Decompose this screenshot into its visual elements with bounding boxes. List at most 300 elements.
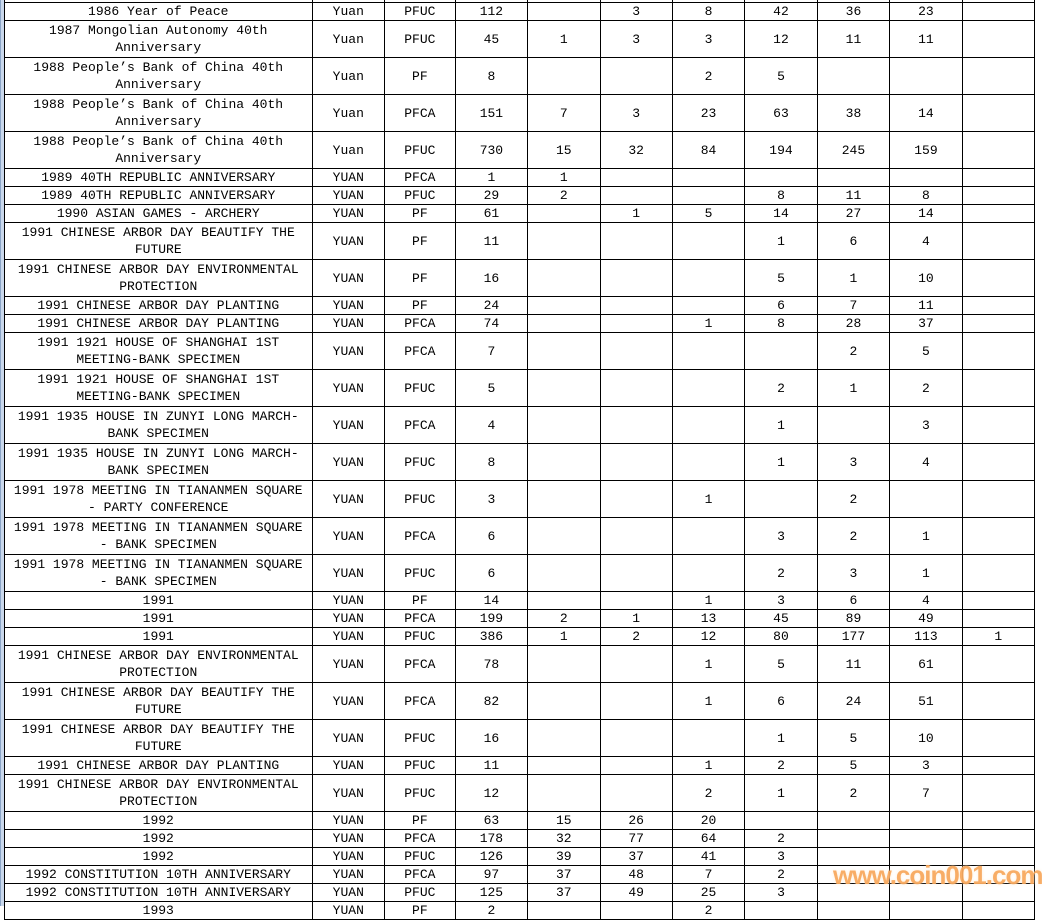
count-cell[interactable]: 194 [745,132,817,169]
count-cell[interactable]: 64 [672,830,744,848]
grade-cell[interactable]: PFUC [385,481,456,518]
count-cell[interactable] [962,3,1034,21]
count-cell[interactable] [890,58,962,95]
count-cell[interactable]: 1 [672,481,744,518]
count-cell[interactable] [528,555,600,592]
row-description-cell[interactable]: 1991 CHINESE ARBOR DAY PLANTING [5,297,313,315]
count-cell[interactable] [962,444,1034,481]
count-cell[interactable] [672,333,744,370]
count-cell[interactable]: 37 [600,848,672,866]
total-count-cell[interactable]: 2 [455,902,527,920]
currency-cell[interactable]: YUAN [312,646,385,683]
count-cell[interactable]: 1 [600,610,672,628]
total-count-cell[interactable]: 3 [455,481,527,518]
grade-cell[interactable]: PFUC [385,132,456,169]
grade-cell[interactable]: PF [385,260,456,297]
row-description-cell[interactable]: 1991 CHINESE ARBOR DAY PLANTING [5,757,313,775]
currency-cell[interactable]: YUAN [312,610,385,628]
grade-cell[interactable]: PFCA [385,866,456,884]
currency-cell[interactable]: YUAN [312,628,385,646]
count-cell[interactable]: 63 [745,95,817,132]
count-cell[interactable] [890,830,962,848]
count-cell[interactable]: 26 [600,812,672,830]
count-cell[interactable] [745,333,817,370]
count-cell[interactable]: 42 [745,3,817,21]
grade-cell[interactable]: PFCA [385,518,456,555]
count-cell[interactable]: 113 [890,628,962,646]
currency-cell[interactable]: YUAN [312,260,385,297]
count-cell[interactable]: 84 [672,132,744,169]
grade-cell[interactable]: PF [385,902,456,920]
count-cell[interactable] [672,223,744,260]
count-cell[interactable] [962,297,1034,315]
total-count-cell[interactable]: 45 [455,21,527,58]
grade-cell[interactable]: PFCA [385,683,456,720]
count-cell[interactable] [600,169,672,187]
currency-cell[interactable]: YUAN [312,812,385,830]
currency-cell[interactable]: YUAN [312,205,385,223]
count-cell[interactable] [962,95,1034,132]
count-cell[interactable]: 3 [817,444,889,481]
count-cell[interactable]: 5 [817,720,889,757]
count-cell[interactable] [600,757,672,775]
count-cell[interactable] [962,21,1034,58]
count-cell[interactable]: 1 [528,169,600,187]
count-cell[interactable]: 10 [890,720,962,757]
count-cell[interactable]: 20 [672,812,744,830]
row-description-cell[interactable]: 1991 CHINESE ARBOR DAY BEAUTIFY THE FUTURE [5,683,313,720]
grade-cell[interactable]: PFCA [385,830,456,848]
total-count-cell[interactable]: 12 [455,775,527,812]
count-cell[interactable] [528,757,600,775]
count-cell[interactable]: 1 [745,775,817,812]
count-cell[interactable] [962,757,1034,775]
count-cell[interactable]: 1 [745,720,817,757]
total-count-cell[interactable]: 74 [455,315,527,333]
count-cell[interactable] [817,58,889,95]
count-cell[interactable]: 28 [817,315,889,333]
count-cell[interactable]: 1 [817,260,889,297]
grade-cell[interactable]: PFCA [385,169,456,187]
count-cell[interactable]: 49 [890,610,962,628]
count-cell[interactable]: 14 [745,205,817,223]
total-count-cell[interactable]: 126 [455,848,527,866]
row-description-cell[interactable]: 1988 People’s Bank of China 40th Anniversary [5,95,313,132]
count-cell[interactable] [962,518,1034,555]
count-cell[interactable] [528,481,600,518]
count-cell[interactable]: 15 [528,132,600,169]
count-cell[interactable]: 14 [890,205,962,223]
count-cell[interactable] [817,407,889,444]
total-count-cell[interactable]: 78 [455,646,527,683]
count-cell[interactable] [817,830,889,848]
count-cell[interactable]: 36 [817,3,889,21]
count-cell[interactable] [962,407,1034,444]
grade-cell[interactable]: PF [385,205,456,223]
currency-cell[interactable]: YUAN [312,720,385,757]
count-cell[interactable]: 2 [745,555,817,592]
count-cell[interactable]: 13 [672,610,744,628]
count-cell[interactable]: 11 [817,21,889,58]
grade-cell[interactable]: PFCA [385,407,456,444]
count-cell[interactable]: 2 [817,775,889,812]
count-cell[interactable] [890,169,962,187]
count-cell[interactable] [962,315,1034,333]
count-cell[interactable]: 5 [817,757,889,775]
row-description-cell[interactable]: 1991 1978 MEETING IN TIANANMEN SQUARE - PARTY CONFERENCE [5,481,313,518]
count-cell[interactable]: 32 [528,830,600,848]
grade-cell[interactable]: PFCA [385,315,456,333]
count-cell[interactable] [890,481,962,518]
row-description-cell[interactable]: 1991 CHINESE ARBOR DAY BEAUTIFY THE FUTURE [5,720,313,757]
count-cell[interactable]: 4 [890,592,962,610]
currency-cell[interactable]: YUAN [312,902,385,920]
count-cell[interactable]: 1 [672,315,744,333]
count-cell[interactable]: 2 [528,187,600,205]
count-cell[interactable] [672,720,744,757]
count-cell[interactable]: 2 [817,481,889,518]
count-cell[interactable]: 37 [528,884,600,902]
count-cell[interactable] [672,260,744,297]
count-cell[interactable] [528,223,600,260]
count-cell[interactable]: 41 [672,848,744,866]
grade-cell[interactable]: PF [385,223,456,260]
grade-cell[interactable]: PF [385,297,456,315]
count-cell[interactable]: 177 [817,628,889,646]
count-cell[interactable] [817,902,889,920]
grade-cell[interactable]: PFCA [385,95,456,132]
currency-cell[interactable]: YUAN [312,683,385,720]
total-count-cell[interactable]: 8 [455,444,527,481]
count-cell[interactable] [528,592,600,610]
count-cell[interactable] [600,592,672,610]
row-description-cell[interactable]: 1991 CHINESE ARBOR DAY ENVIRONMENTAL PROTECTION [5,775,313,812]
count-cell[interactable]: 45 [745,610,817,628]
total-count-cell[interactable]: 5 [455,370,527,407]
count-cell[interactable]: 3 [745,592,817,610]
count-cell[interactable]: 23 [672,95,744,132]
total-count-cell[interactable]: 11 [455,223,527,260]
count-cell[interactable] [528,333,600,370]
total-count-cell[interactable]: 178 [455,830,527,848]
count-cell[interactable]: 27 [817,205,889,223]
row-description-cell[interactable]: 1991 1978 MEETING IN TIANANMEN SQUARE - BANK SPECIMEN [5,518,313,555]
count-cell[interactable] [962,333,1034,370]
count-cell[interactable]: 5 [745,646,817,683]
count-cell[interactable]: 3 [600,95,672,132]
total-count-cell[interactable]: 730 [455,132,527,169]
row-description-cell[interactable]: 1993 [5,902,313,920]
total-count-cell[interactable]: 125 [455,884,527,902]
total-count-cell[interactable]: 199 [455,610,527,628]
currency-cell[interactable]: YUAN [312,518,385,555]
count-cell[interactable] [528,315,600,333]
count-cell[interactable]: 2 [672,58,744,95]
count-cell[interactable] [962,169,1034,187]
count-cell[interactable]: 37 [890,315,962,333]
currency-cell[interactable]: Yuan [312,95,385,132]
count-cell[interactable] [962,481,1034,518]
currency-cell[interactable]: YUAN [312,481,385,518]
count-cell[interactable] [528,3,600,21]
count-cell[interactable]: 15 [528,812,600,830]
count-cell[interactable] [528,407,600,444]
count-cell[interactable]: 11 [817,646,889,683]
count-cell[interactable] [962,830,1034,848]
count-cell[interactable]: 10 [890,260,962,297]
count-cell[interactable]: 3 [890,407,962,444]
count-cell[interactable] [962,610,1034,628]
count-cell[interactable]: 6 [745,683,817,720]
total-count-cell[interactable]: 97 [455,866,527,884]
count-cell[interactable] [962,132,1034,169]
total-count-cell[interactable]: 14 [455,592,527,610]
count-cell[interactable]: 5 [745,58,817,95]
count-cell[interactable]: 11 [890,21,962,58]
count-cell[interactable]: 8 [890,187,962,205]
count-cell[interactable]: 51 [890,683,962,720]
total-count-cell[interactable]: 151 [455,95,527,132]
count-cell[interactable]: 7 [817,297,889,315]
count-cell[interactable] [600,187,672,205]
count-cell[interactable]: 8 [745,315,817,333]
count-cell[interactable]: 3 [600,21,672,58]
count-cell[interactable]: 49 [600,884,672,902]
count-cell[interactable]: 3 [817,555,889,592]
count-cell[interactable]: 14 [890,95,962,132]
count-cell[interactable]: 2 [817,518,889,555]
count-cell[interactable]: 1 [745,444,817,481]
grade-cell[interactable]: PFUC [385,628,456,646]
row-description-cell[interactable]: 1991 1935 HOUSE IN ZUNYI LONG MARCH-BANK SPECIMEN [5,407,313,444]
count-cell[interactable]: 6 [817,223,889,260]
count-cell[interactable]: 2 [672,902,744,920]
count-cell[interactable]: 1 [528,21,600,58]
count-cell[interactable] [528,720,600,757]
currency-cell[interactable]: YUAN [312,297,385,315]
count-cell[interactable]: 1 [745,407,817,444]
count-cell[interactable]: 3 [600,3,672,21]
count-cell[interactable]: 2 [745,830,817,848]
total-count-cell[interactable]: 4 [455,407,527,444]
count-cell[interactable] [672,407,744,444]
currency-cell[interactable]: YUAN [312,444,385,481]
count-cell[interactable] [962,555,1034,592]
row-description-cell[interactable]: 1992 [5,830,313,848]
currency-cell[interactable]: YUAN [312,370,385,407]
count-cell[interactable]: 3 [745,884,817,902]
currency-cell[interactable]: YUAN [312,187,385,205]
currency-cell[interactable]: YUAN [312,223,385,260]
row-description-cell[interactable]: 1991 CHINESE ARBOR DAY ENVIRONMENTAL PROTECTION [5,646,313,683]
count-cell[interactable] [962,812,1034,830]
row-description-cell[interactable]: 1991 CHINESE ARBOR DAY ENVIRONMENTAL PROTECTION [5,260,313,297]
count-cell[interactable]: 7 [672,866,744,884]
count-cell[interactable]: 3 [745,518,817,555]
count-cell[interactable]: 89 [817,610,889,628]
grade-cell[interactable]: PFUC [385,187,456,205]
row-description-cell[interactable]: 1992 CONSTITUTION 10TH ANNIVERSARY [5,866,313,884]
count-cell[interactable]: 245 [817,132,889,169]
count-cell[interactable]: 4 [890,223,962,260]
currency-cell[interactable]: Yuan [312,58,385,95]
grade-cell[interactable]: PFUC [385,775,456,812]
count-cell[interactable]: 5 [745,260,817,297]
row-description-cell[interactable]: 1991 1978 MEETING IN TIANANMEN SQUARE - BANK SPECIMEN [5,555,313,592]
count-cell[interactable] [528,902,600,920]
row-description-cell[interactable]: 1988 People’s Bank of China 40th Anniversary [5,132,313,169]
grade-cell[interactable]: PF [385,58,456,95]
count-cell[interactable] [528,205,600,223]
count-cell[interactable]: 11 [817,187,889,205]
count-cell[interactable]: 2 [600,628,672,646]
count-cell[interactable]: 6 [745,297,817,315]
count-cell[interactable]: 5 [672,205,744,223]
count-cell[interactable]: 1 [600,205,672,223]
grade-cell[interactable]: PFUC [385,848,456,866]
grade-cell[interactable]: PFCA [385,646,456,683]
count-cell[interactable] [600,407,672,444]
grade-cell[interactable]: PFUC [385,21,456,58]
count-cell[interactable] [672,297,744,315]
count-cell[interactable] [962,683,1034,720]
count-cell[interactable]: 2 [672,775,744,812]
count-cell[interactable]: 3 [745,848,817,866]
count-cell[interactable]: 4 [890,444,962,481]
count-cell[interactable]: 5 [890,333,962,370]
count-cell[interactable]: 3 [672,21,744,58]
count-cell[interactable] [962,646,1034,683]
count-cell[interactable]: 2 [817,333,889,370]
currency-cell[interactable]: YUAN [312,407,385,444]
total-count-cell[interactable]: 16 [455,260,527,297]
count-cell[interactable] [817,169,889,187]
count-cell[interactable] [528,518,600,555]
count-cell[interactable]: 61 [890,646,962,683]
count-cell[interactable]: 1 [528,628,600,646]
total-count-cell[interactable]: 1 [455,169,527,187]
count-cell[interactable] [962,775,1034,812]
count-cell[interactable]: 2 [745,757,817,775]
count-cell[interactable]: 77 [600,830,672,848]
count-cell[interactable] [600,260,672,297]
count-cell[interactable]: 2 [745,866,817,884]
count-cell[interactable]: 12 [672,628,744,646]
count-cell[interactable] [528,260,600,297]
total-count-cell[interactable]: 11 [455,757,527,775]
count-cell[interactable] [600,518,672,555]
count-cell[interactable] [600,902,672,920]
count-cell[interactable] [528,775,600,812]
grade-cell[interactable]: PFUC [385,884,456,902]
count-cell[interactable] [745,169,817,187]
row-description-cell[interactable]: 1991 [5,610,313,628]
row-description-cell[interactable]: 1991 CHINESE ARBOR DAY PLANTING [5,315,313,333]
count-cell[interactable] [600,481,672,518]
count-cell[interactable] [745,902,817,920]
count-cell[interactable] [962,902,1034,920]
row-description-cell[interactable]: 1992 CONSTITUTION 10TH ANNIVERSARY [5,884,313,902]
total-count-cell[interactable]: 24 [455,297,527,315]
count-cell[interactable]: 38 [817,95,889,132]
total-count-cell[interactable]: 16 [455,720,527,757]
count-cell[interactable]: 1 [745,223,817,260]
count-cell[interactable] [600,646,672,683]
count-cell[interactable] [600,720,672,757]
grade-cell[interactable]: PFUC [385,3,456,21]
currency-cell[interactable]: YUAN [312,757,385,775]
grade-cell[interactable]: PFUC [385,555,456,592]
total-count-cell[interactable]: 61 [455,205,527,223]
count-cell[interactable]: 2 [528,610,600,628]
currency-cell[interactable]: Yuan [312,3,385,21]
count-cell[interactable]: 3 [890,757,962,775]
count-cell[interactable]: 32 [600,132,672,169]
grade-cell[interactable]: PF [385,592,456,610]
total-count-cell[interactable]: 7 [455,333,527,370]
total-count-cell[interactable]: 6 [455,518,527,555]
count-cell[interactable]: 39 [528,848,600,866]
count-cell[interactable]: 1 [817,370,889,407]
count-cell[interactable] [962,720,1034,757]
count-cell[interactable] [672,169,744,187]
row-description-cell[interactable]: 1991 [5,592,313,610]
count-cell[interactable] [962,223,1034,260]
count-cell[interactable]: 8 [745,187,817,205]
currency-cell[interactable]: YUAN [312,333,385,370]
row-description-cell[interactable]: 1989 40TH REPUBLIC ANNIVERSARY [5,169,313,187]
count-cell[interactable]: 25 [672,884,744,902]
count-cell[interactable]: 7 [890,775,962,812]
count-cell[interactable]: 8 [672,3,744,21]
count-cell[interactable] [600,683,672,720]
total-count-cell[interactable]: 63 [455,812,527,830]
count-cell[interactable] [528,58,600,95]
count-cell[interactable] [672,518,744,555]
count-cell[interactable] [528,297,600,315]
currency-cell[interactable]: YUAN [312,775,385,812]
count-cell[interactable]: 23 [890,3,962,21]
count-cell[interactable]: 2 [890,370,962,407]
count-cell[interactable]: 80 [745,628,817,646]
grade-cell[interactable]: PFUC [385,444,456,481]
count-cell[interactable] [672,444,744,481]
count-cell[interactable] [600,58,672,95]
count-cell[interactable] [528,683,600,720]
count-cell[interactable]: 12 [745,21,817,58]
count-cell[interactable] [962,370,1034,407]
count-cell[interactable] [890,902,962,920]
row-description-cell[interactable]: 1991 1921 HOUSE OF SHANGHAI 1ST MEETING-BANK SPECIMEN [5,333,313,370]
count-cell[interactable] [962,205,1034,223]
count-cell[interactable] [672,555,744,592]
count-cell[interactable]: 24 [817,683,889,720]
count-cell[interactable]: 159 [890,132,962,169]
count-cell[interactable] [745,481,817,518]
total-count-cell[interactable]: 8 [455,58,527,95]
currency-cell[interactable]: Yuan [312,132,385,169]
currency-cell[interactable]: YUAN [312,169,385,187]
currency-cell[interactable]: YUAN [312,848,385,866]
total-count-cell[interactable]: 112 [455,3,527,21]
grade-cell[interactable]: PFCA [385,333,456,370]
count-cell[interactable]: 7 [528,95,600,132]
count-cell[interactable]: 1 [890,518,962,555]
row-description-cell[interactable]: 1986 Year of Peace [5,3,313,21]
count-cell[interactable]: 2 [745,370,817,407]
grade-cell[interactable]: PFUC [385,720,456,757]
count-cell[interactable]: 11 [890,297,962,315]
